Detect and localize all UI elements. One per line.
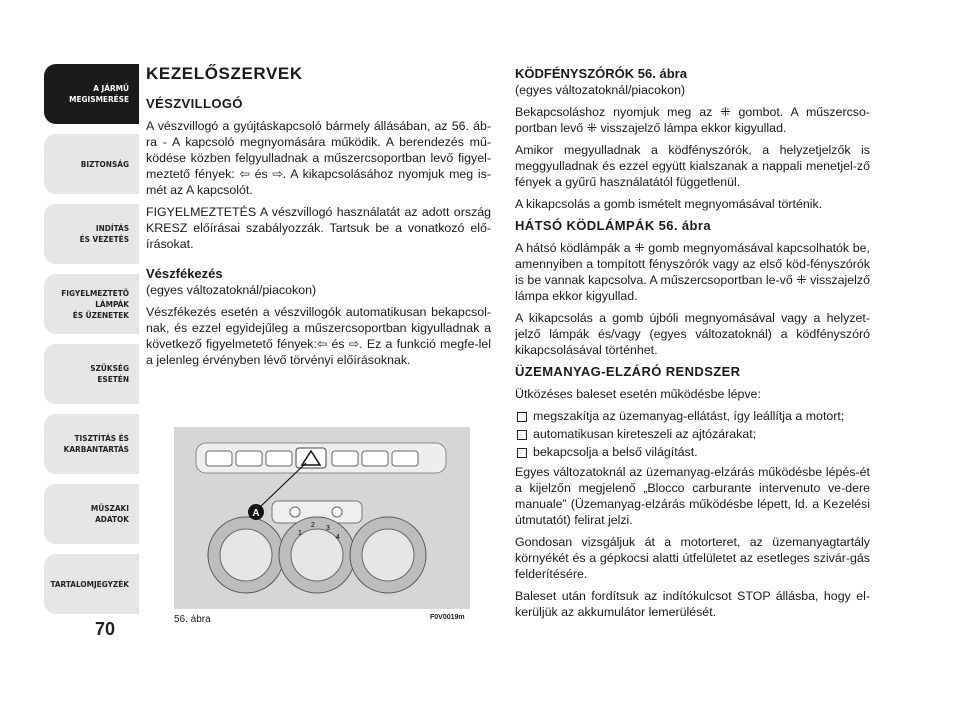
paragraph: (egyes változatoknál/piacokon) — [515, 83, 686, 97]
bullet-list — [515, 408, 870, 460]
chapter-sidebar — [44, 64, 139, 624]
tab-label: TARTALOMJEGYZÉK — [50, 578, 129, 589]
paragraph: FIGYELMEZTETÉS A vészvillogó használatát az adott ország KRESZ előírásai szabályozzák. Tartsuk be a vonatkozó elő-írásokat. — [146, 205, 491, 251]
paragraph: Egyes változatoknál az üzemanyag-elzárás működésbe lépés-ét a kijelzőn megjelenő „Blocco carburante intervenuto ve-dere manuale” (Üzemanyag-elzárás működésbe lépett, ld. a Kezelési útmutatót) felirat jelzi. — [515, 465, 870, 527]
paragraph: (egyes változatoknál/piacokon) — [146, 283, 317, 297]
figure-caption: 56. ábra — [174, 614, 211, 625]
left-column — [146, 66, 491, 374]
button-row — [206, 448, 418, 468]
tab-index[interactable] — [44, 554, 139, 614]
tab-label: FIGYELMEZTETŐ LÁMPÁK ÉS ÜZENETEK — [61, 287, 129, 320]
tab-emergency[interactable] — [44, 344, 139, 404]
paragraph: Ütközéses baleset esetén működésbe lépve: — [515, 387, 761, 401]
paragraph: A hátsó ködlámpák a ⁜ gomb megnyomásával kapcsolhatók be, amennyiben a tompított fényszórók vagy az első köd-fényszórók is be vannak kapcsolva. A műszercsoportban le-vő ⁜ visszajelző lámpa ekkor kigyullad. — [515, 241, 870, 303]
figure-code: F0V0019m — [430, 614, 465, 621]
callout-label: A — [252, 508, 260, 519]
page-number: 70 — [95, 619, 116, 639]
paragraph: Bekapcsoláshoz nyomjuk meg az ⁜ gombot. A műszercso-portban levő ⁜ visszajelző lámpa ekkor kigyullad. — [515, 105, 870, 135]
paragraph: Vészfékezés esetén a vészvillogók automatikusan bekapcsol-nak, és ezzel egyidejűleg a műszercsoportban kigyulladnak a következő figyelmetető fények:⇦ és ⇨. Ez a funkció megfe-lel a jelenleg érvényben lévő törvényi előírásoknak. — [146, 305, 491, 367]
dial-number: 1 — [298, 530, 302, 537]
control-panel-illustration — [174, 427, 470, 609]
paragraph: Gondosan vizsgáljuk át a motorteret, az üzemanyagtartály környékét és a gépkocsi alatti útfelületet az esetleges szivár-gás felderítésére. — [515, 535, 870, 581]
climate-dials — [208, 517, 426, 593]
tab-maintenance[interactable] — [44, 414, 139, 474]
section-heading: KÖDFÉNYSZÓRÓK 56. ábra — [515, 66, 687, 81]
tab-starting-driving[interactable] — [44, 204, 139, 264]
right-column — [515, 66, 870, 626]
tab-label: INDÍTÁS ÉS VEZETÉS — [79, 223, 129, 244]
section-heading: ÜZEMANYAG-ELZÁRÓ RENDSZER — [515, 364, 741, 379]
page-title: KEZELŐSZERVEK — [146, 64, 303, 83]
tab-safety[interactable] — [44, 134, 139, 194]
subsection-heading: Vészfékezés — [146, 266, 223, 281]
paragraph: Baleset után fordítsuk az indítókulcsot STOP állásba, hogy el-kerüljük az akkumulátor lemerülését. — [515, 589, 870, 619]
tab-technical-data[interactable] — [44, 484, 139, 544]
paragraph: A kikapcsolás a gomb újbóli megnyomásával vagy a helyzet-jelző lámpák és/vagy (egyes változatoknál) a ködfényszóró kikapcsolásával történhet. — [515, 311, 870, 357]
paragraph: Amikor megyulladnak a ködfényszórók, a helyzetjelzők is meggyulladnak és ezzel együtt kialszanak a nappali menetjel-ző fények a gyűrű használatától függetlenül. — [515, 143, 870, 189]
paragraph: A vészvillogó a gyújtáskapcsoló bármely állásában, az 56. áb-ra - A kapcsoló megnyomására működik. A berendezés mű-ködése közben felgyulladnak a műszercsoportban levő figyel-meztető fények: ⇦ és ⇨. A kikapcsolásához nyomjuk meg is-mét az A kapcsolót. — [146, 119, 491, 197]
tab-vehicle-overview[interactable] — [44, 64, 139, 124]
tab-label: TISZTÍTÁS ÉS KARBANTARTÁS — [63, 433, 129, 454]
tab-label: MŰSZAKI ADATOK — [90, 503, 129, 524]
dial-number: 3 — [326, 525, 330, 532]
dial-number: 2 — [311, 522, 315, 529]
tab-warning-lights[interactable] — [44, 274, 139, 334]
list-item: automatikusan kireteszeli az ajtózárakat; — [515, 426, 870, 442]
list-item: megszakítja az üzemanyag-ellátást, így leállítja a motort; — [515, 408, 870, 424]
list-item: bekapcsolja a belső világítást. — [515, 444, 870, 460]
dial-number: 4 — [336, 534, 340, 541]
tab-label: SZÜKSÉG ESETÉN — [90, 363, 129, 384]
dashboard-controls-figure — [174, 427, 470, 609]
tab-label: A JÁRMŰ MEGISMERÉSE — [69, 83, 129, 104]
tab-label: BIZTONSÁG — [80, 158, 129, 169]
paragraph: A kikapcsolás a gomb ismételt megnyomásával történik. — [515, 197, 823, 211]
section-heading: VÉSZVILLOGÓ — [146, 96, 243, 111]
section-heading: HÁTSÓ KÖDLÁMPÁK 56. ábra — [515, 218, 711, 233]
